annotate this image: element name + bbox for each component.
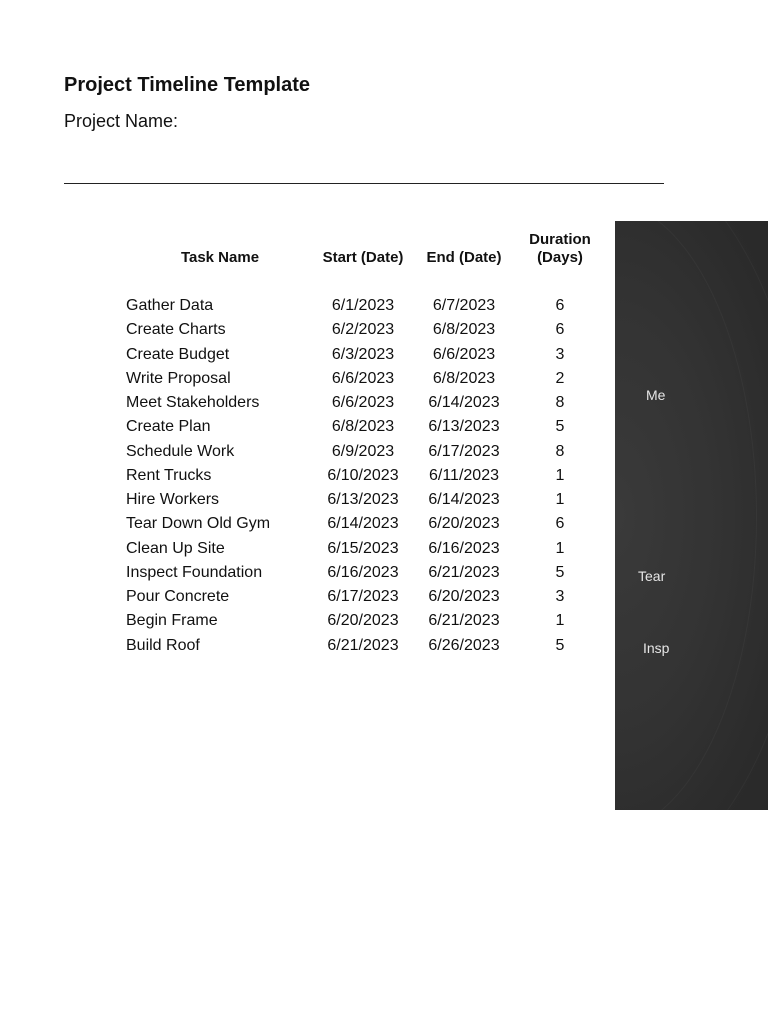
- duration-cell: 5: [555, 418, 565, 436]
- table-row: [0, 440, 615, 464]
- task-name-cell: Build Roof: [126, 636, 200, 654]
- end-date-cell: 6/7/2023: [432, 297, 496, 314]
- task-name-cell: Rent Trucks: [126, 466, 212, 484]
- end-date-cell: 6/26/2023: [428, 636, 500, 654]
- task-name-cell: Create Budget: [126, 345, 230, 363]
- start-date-cell: 6/13/2023: [327, 491, 399, 508]
- table-row: [0, 367, 615, 391]
- start-date-cell: 6/16/2023: [327, 563, 399, 581]
- task-name-cell: Gather Data: [126, 297, 214, 314]
- table-row: [0, 561, 615, 585]
- duration-cell: 2: [555, 369, 565, 387]
- table-row: [0, 537, 615, 561]
- duration-cell: 3: [555, 588, 565, 605]
- start-date-cell: 6/17/2023: [327, 588, 399, 605]
- timeline-label: Tear: [638, 568, 666, 584]
- end-date-cell: 6/16/2023: [428, 539, 500, 557]
- task-name-cell: Tear Down Old Gym: [126, 515, 271, 533]
- table-row: [0, 391, 615, 415]
- end-date-cell: 6/6/2023: [432, 345, 496, 363]
- task-name-cell: Meet Stakeholders: [126, 394, 260, 411]
- end-date-cell: 6/21/2023: [428, 612, 500, 630]
- task-name-cell: Hire Workers: [126, 491, 220, 508]
- start-date-cell: 6/6/2023: [331, 394, 395, 411]
- end-date-cell: 6/17/2023: [428, 442, 500, 460]
- duration-cell: 1: [555, 612, 565, 630]
- start-date-cell: 6/9/2023: [331, 442, 395, 460]
- timeline-label: Me: [646, 387, 666, 403]
- end-date-cell: 6/13/2023: [428, 418, 500, 436]
- start-date-cell: 6/10/2023: [327, 466, 399, 484]
- project-name-label: Project Name:: [64, 111, 179, 131]
- duration-cell: 3: [555, 345, 565, 363]
- table-row: [0, 634, 615, 658]
- end-date-cell: 6/20/2023: [428, 588, 500, 605]
- start-date-cell: 6/1/2023: [331, 297, 395, 314]
- duration-cell: 1: [555, 491, 565, 508]
- start-date-cell: 6/3/2023: [331, 345, 395, 363]
- end-date-cell: 6/8/2023: [432, 369, 496, 387]
- task-name-cell: Clean Up Site: [126, 539, 225, 557]
- header-duration: [520, 231, 600, 267]
- end-date-cell: 6/20/2023: [428, 515, 500, 533]
- task-name-cell: Create Plan: [126, 418, 211, 436]
- task-name-cell: Write Proposal: [126, 369, 231, 387]
- task-name-cell: Create Charts: [126, 321, 226, 339]
- header-task-name: Task Name: [180, 249, 260, 266]
- page-title: Project Timeline Template: [64, 74, 311, 96]
- start-date-cell: 6/14/2023: [327, 515, 399, 533]
- duration-cell: 8: [555, 394, 565, 411]
- end-date-cell: 6/14/2023: [428, 394, 500, 411]
- timeline-chart-panel: [615, 221, 768, 810]
- duration-cell: 1: [555, 539, 565, 557]
- task-name-cell: Pour Concrete: [126, 588, 230, 605]
- start-date-cell: 6/2/2023: [331, 321, 395, 339]
- duration-cell: 8: [555, 442, 565, 460]
- start-date-cell: 6/6/2023: [331, 369, 395, 387]
- table-row: [0, 488, 615, 512]
- end-date-cell: 6/21/2023: [428, 563, 500, 581]
- table-row: [0, 464, 615, 488]
- project-name-underline: [64, 183, 664, 184]
- table-row: [0, 343, 615, 367]
- timeline-label: Insp: [643, 640, 670, 656]
- header-end-date: End (Date): [426, 249, 502, 266]
- task-name-cell: Schedule Work: [126, 442, 235, 460]
- start-date-cell: 6/8/2023: [331, 418, 395, 436]
- table-row: [0, 294, 615, 318]
- task-name-cell: Begin Frame: [126, 612, 218, 630]
- table-row: [0, 609, 615, 633]
- start-date-cell: 6/20/2023: [327, 612, 399, 630]
- duration-cell: 6: [555, 297, 565, 314]
- table-row: [0, 512, 615, 536]
- header-duration-line2: (Days): [537, 249, 583, 266]
- header-start-date: Start (Date): [322, 249, 404, 266]
- end-date-cell: 6/11/2023: [429, 466, 499, 484]
- header-duration-line1: Duration: [529, 231, 591, 248]
- duration-cell: 1: [555, 466, 565, 484]
- table-row: [0, 415, 615, 439]
- table-row: [0, 318, 615, 342]
- task-table-body: [0, 294, 615, 658]
- end-date-cell: 6/14/2023: [428, 491, 500, 508]
- end-date-cell: 6/8/2023: [432, 321, 496, 339]
- table-row: [0, 585, 615, 609]
- duration-cell: 5: [555, 563, 565, 581]
- duration-cell: 6: [555, 515, 565, 533]
- start-date-cell: 6/21/2023: [327, 636, 399, 654]
- duration-cell: 5: [555, 636, 565, 654]
- task-name-cell: Inspect Foundation: [126, 563, 263, 581]
- duration-cell: 6: [555, 321, 565, 339]
- start-date-cell: 6/15/2023: [327, 539, 399, 557]
- panel-ring: [615, 221, 768, 810]
